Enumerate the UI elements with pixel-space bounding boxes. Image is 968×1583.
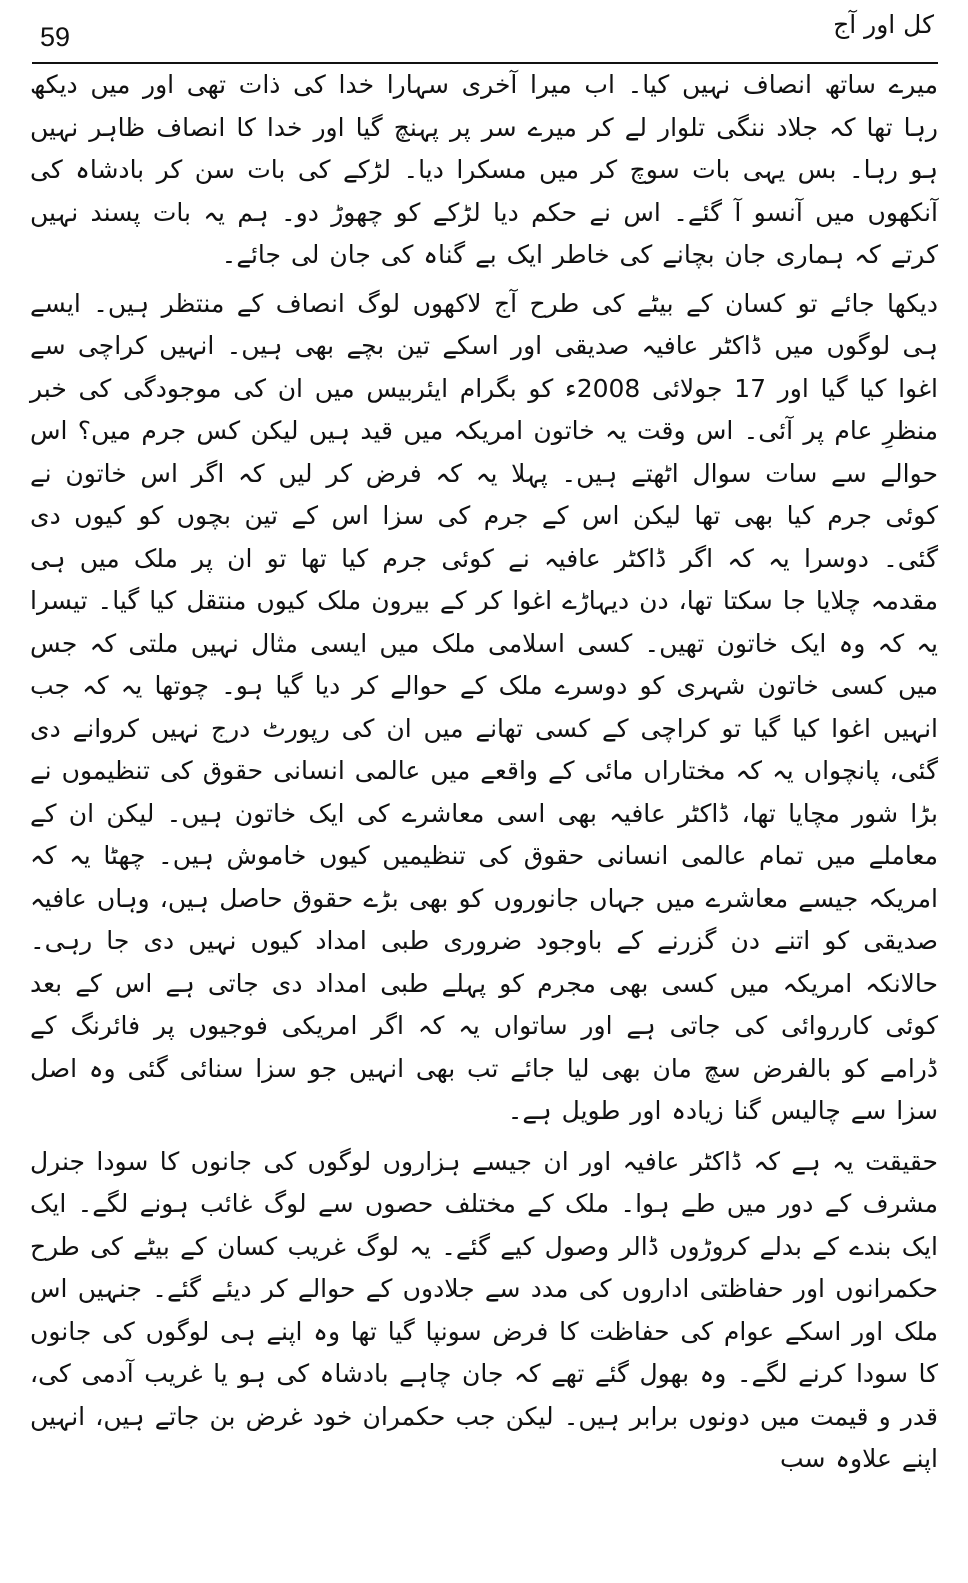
page-number: 59 <box>40 22 71 52</box>
running-head-title: کل اور آج <box>833 10 934 39</box>
body-text <box>30 64 938 1481</box>
paragraph-1: میرے ساتھ انصاف نہیں کیا۔ اب میرا آخری سہارا خدا کی ذات تھی اور میں دیکھ رہا تھا کہ جلاد ننگی تلوار لے کر میرے سر پر پہنچ گیا اور خدا کا انصاف ظاہر نہیں ہو رہا۔ بس یہی بات سوچ کر میں مسکرا دیا۔ لڑکے کی بات سن کر بادشاہ کی آنکھوں میں آنسو آ گئے۔ اس نے حکم دیا لڑکے کو چھوڑ دو۔ ہم یہ بات پسند نہیں کرتے کہ ہماری جان بچانے کی خاطر ایک بے گناہ کی جان لی جائے۔ <box>30 70 938 269</box>
paragraph-3: حقیقت یہ ہے کہ ڈاکٹر عافیہ اور ان جیسے ہزاروں لوگوں کی جانوں کا سودا جنرل مشرف کے دور میں طے ہوا۔ ملک کے مختلف حصوں سے لوگ غائب ہونے لگے۔ ایک ایک بندے کے بدلے کروڑوں ڈالر وصول کیے گئے۔ یہ لوگ غریب کسان کے بیٹے کی طرح حکمرانوں اور حفاظتی اداروں کی مدد سے جلادوں کے حوالے کر دیئے گئے۔ جنہیں اس ملک اور اسکے عوام کی حفاظت کا فرض سونپا گیا تھا وہ اپنے ہی لوگوں کی جانوں کا سودا کرنے لگے۔ وہ بھول گئے تھے کہ جان چاہے بادشاہ کی ہو یا غریب آدمی کی، قدر و قیمت میں دونوں برابر ہیں۔ لیکن جب حکمران خود غرض بن جاتے ہیں، انہیں اپنے علاوہ سب <box>30 1146 938 1473</box>
paragraph-2: دیکھا جائے تو کسان کے بیٹے کی طرح آج لاکھوں لوگ انصاف کے منتظر ہیں۔ ایسے ہی لوگوں میں ڈاکٹر عافیہ صدیقی اور اسکے تین بچے بھی ہیں۔ انہیں کراچی سے اغوا کیا گیا اور 17 جولائی 2008ء کو بگرام ایئربیس میں ان کی موجودگی کی خبر منظرِ عام پر آئی۔ اس وقت یہ خاتون امریکہ میں قید ہیں لیکن کس جرم میں؟ اس حوالے سے سات سوال اٹھتے ہیں۔ پہلا یہ کہ فرض کر لیں کہ اگر اس خاتون نے کوئی جرم کیا بھی تھا لیکن اس کے جرم کی سزا اس کے تین بچوں کو کیوں دی گئی۔ دوسرا یہ کہ اگر ڈاکٹر عافیہ نے کوئی جرم کیا تھا تو ان پر ملک میں ہی مقدمہ چلایا جا سکتا تھا، دن دیہاڑے اغوا کر کے بیرون ملک کیوں منتقل کیا گیا۔ تیسرا یہ کہ وہ ایک خاتون تھیں۔ کسی اسلامی ملک میں ایسی مثال نہیں ملتی کہ جس میں کسی خاتون شہری کو دوسرے ملک کے حوالے کر دیا گیا ہو۔ چوتھا یہ کہ جب انہیں اغوا کیا گیا تو کراچی کے کسی تھانے میں ان کی رپورٹ درج نہیں کروانے دی گئی، پانچواں یہ کہ مختاراں مائی کے واقعے میں عالمی انسانی حقوق کی تنظیموں نے بڑا شور مچایا تھا، ڈاکٹر عافیہ بھی اسی معاشرے کی ایک خاتون ہیں۔ لیکن ان کے معاملے میں تمام عالمی انسانی حقوق کی تنظیمیں کیوں خاموش ہیں۔ چھٹا یہ کہ امریکہ جیسے معاشرے میں جہاں جانوروں کو بھی بڑے حقوق حاصل ہیں، وہاں عافیہ صدیقی کو اتنے دن گزرنے کے باوجود ضروری طبی امداد کیوں نہیں دی جا رہی۔ حالانکہ امریکہ میں کسی بھی مجرم کو پہلے طبی امداد دی جاتی ہے اس کے بعد کوئی کارروائی کی جاتی ہے اور ساتواں یہ کہ اگر امریکی فوجیوں پر فائرنگ کے ڈرامے کو بالفرض سچ مان بھی لیا جائے تب بھی انہیں جو سزا سنائی گئی وہ اصل سزا سے چالیس گنا زیادہ اور طویل ہے۔ <box>30 288 938 1125</box>
